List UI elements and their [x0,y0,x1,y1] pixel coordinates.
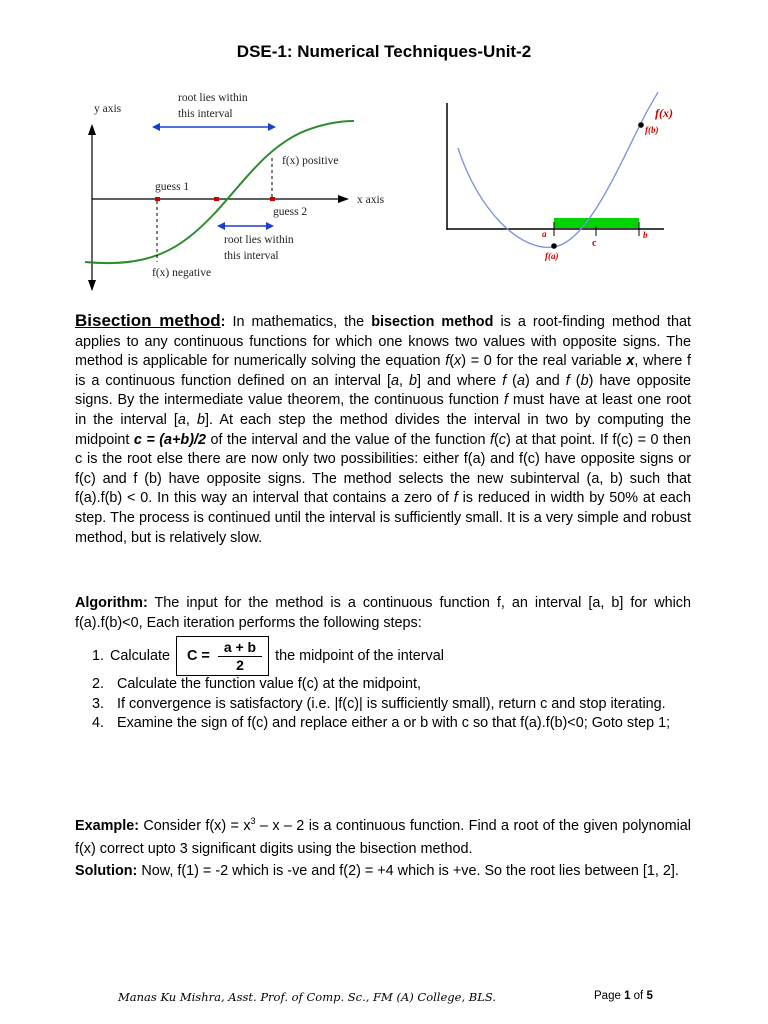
fx-negative-label: f(x) negative [152,267,212,279]
example-paragraph: Example: Consider $f(x) = x^3 - x - 2$ is a continuous function. Find a root of the given polynomial f(x) correct upto 3 significant digits using the bisection method. [75,816,691,857]
fa-point [551,243,557,249]
page-number: Page 1 of 5 [594,990,653,1002]
fb-point [638,122,644,128]
top-note-line1: root lies within [178,92,248,104]
solution-label: Solution: [75,863,138,879]
x-axis-label: x axis [357,194,385,206]
list-item: 4. Examine the sign of f(c) and replace either a or b with c so that f(a).f(b)<0; Goto step 1; [92,715,671,732]
example-label: Example: [75,817,139,834]
guess2-label: guess 2 [273,206,308,218]
algorithm-label: Algorithm: [75,595,148,611]
top-note-line2: this interval [178,108,233,120]
mid-note-line2: this interval [224,250,279,262]
guess1-label: guess 1 [155,181,190,193]
step1-calculate: 1. Calculate C = $\frac{a + b}{2}$ the midpoint of the interval [92,636,444,676]
algorithm-paragraph: Algorithm: The input for the method is a continuous function f, an interval [a, b] for which f(a).f(b)<0, Each iteration performs the following steps: [75,595,691,631]
b-label: b [643,230,648,240]
solution-paragraph: Solution: Now, f(1) = -2 which is -ve and f(2) = +4 which is +ve. So the root lies between [1, 2]. [75,863,679,879]
mid-note-line1: root lies within [224,234,294,246]
algorithm-steps [92,675,691,734]
fx-label: f(x) [655,106,673,120]
fa-label: f(a) [545,251,559,261]
midpoint-formula-box: C = $\frac{a + b}{2}$ [176,636,269,676]
section-heading: Bisection method [75,311,221,330]
y-axis-label: y axis [94,103,122,115]
a-label: a [542,229,547,239]
list-item: 3. If convergence is satisfactory (i.e. |f(c)| is sufficiently small), return c and stop iterating. [92,695,666,712]
page-title: DSE-1: Numerical Techniques-Unit-2 [236,42,532,61]
fx-positive-label: f(x) positive [282,155,339,167]
footer-author: Manas Ku Mishra, Asst. Prof. of Comp. Sc., FM (A) College, BLS. [118,990,496,1004]
list-item: 2. Calculate the function value f(c) at the midpoint, [92,676,421,692]
c-label: c [592,238,597,249]
bisection-paragraph: Bisection method: In mathematics, the bisection method is a root-finding method that applies to any continuous functions for which one knows two values with opposite signs. The method is applicable for numerically solving the equation f(x) = 0 for the real variable x, where f is a continuous function defined on an interval [a, b] and where f (a) and f (b) have opposite signs. By the intermediate value theorem, the continuous function f must have at least one root in the interval [a, b]. At each step the method divides the interval in two by computing the midpoint c = (a+b)/2 of the interval and the value of the function f(c) at that point. If f(c) = 0 then c is the root else there are now only two possibilities: either f(a) and f(c) have opposite signs or f(c) and f (b) have opposite signs. The method selects the new subinterval (a, b) such that f(a).f(b) < 0. In this way an interval that contains a zero of f is reduced in width by 50% at each step. The process is continued until the interval is sufficiently small. It is a very simple and robust method, but is relatively slow. [75,311,692,546]
fb-label: f(b) [645,125,659,135]
